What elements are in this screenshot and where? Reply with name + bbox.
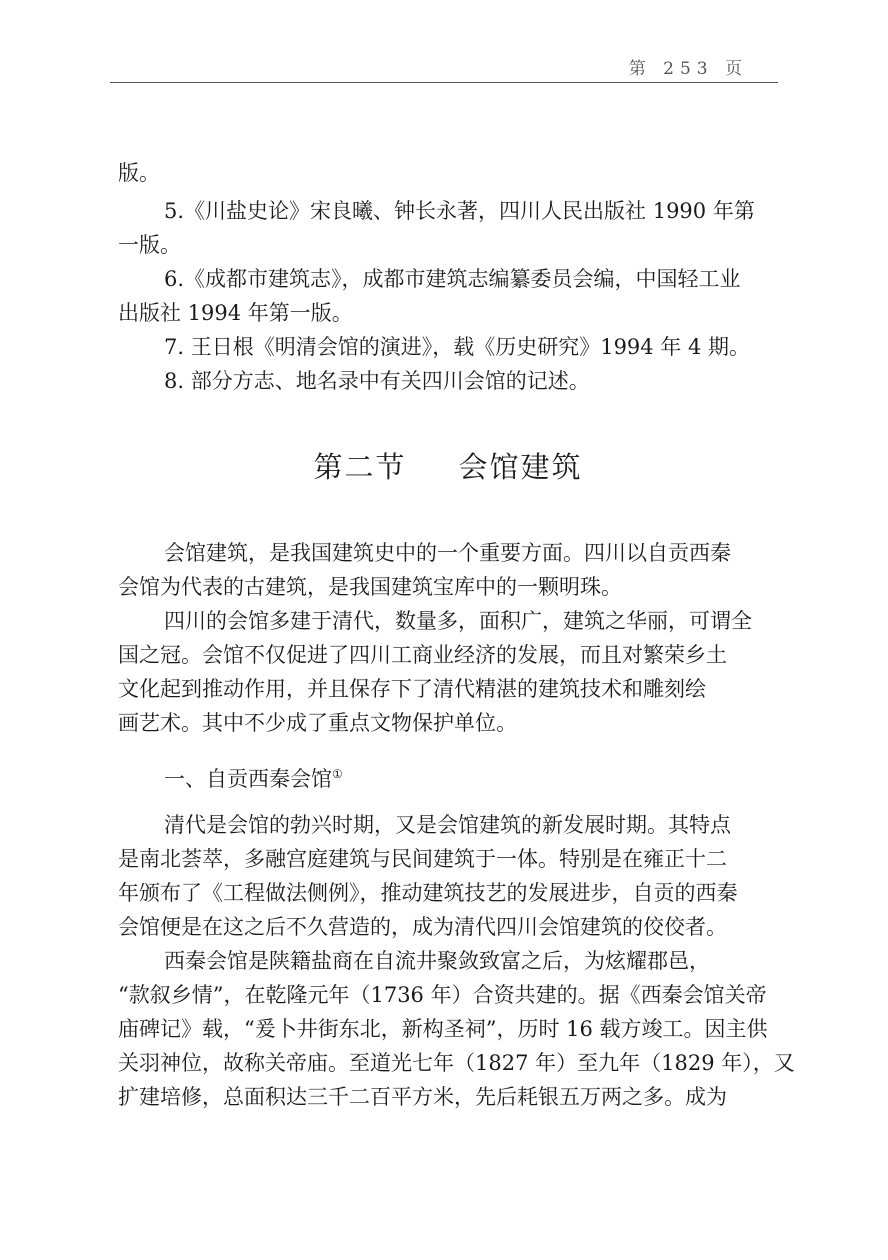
paragraph-2-line1: 四川的会馆多建于清代，数量多，面积广，建筑之华丽，可谓全 <box>164 609 752 633</box>
reference-continuation: 版。 <box>118 161 160 185</box>
paragraph-1-line1: 会馆建筑，是我国建筑史中的一个重要方面。四川以自贡西秦 <box>164 541 731 565</box>
subheading <box>118 757 824 796</box>
reference-5-line2: 一版。 <box>118 233 181 257</box>
reference-6-line2: 出版社 1994 年第一版。 <box>118 301 353 325</box>
paragraph-2-line3: 文化起到推动作用，并且保存下了清代精湛的建筑技术和雕刻绘 <box>118 677 706 701</box>
paragraph-2-line2: 国之冠。会馆不仅促进了四川工商业经济的发展，而且对繁荣乡土 <box>118 643 727 667</box>
reference-5-line1: 5.《川盐史论》宋良曦、钟长永著，四川人民出版社 1990 年第 <box>164 199 755 223</box>
section-heading: 会馆建筑 <box>458 450 583 484</box>
paragraph-4-line2: “款叙乡情”，在乾隆元年（1736 年）合资共建的。据《西秦会馆关帝 <box>118 983 767 1007</box>
paragraph-1-line2: 会馆为代表的古建筑，是我国建筑宝库中的一颗明珠。 <box>118 575 622 599</box>
paragraph-2-line4: 画艺术。其中不少成了重点文物保护单位。 <box>118 711 517 735</box>
paragraph-4-line5: 扩建培修，总面积达三千二百平方米，先后耗银五万两之多。成为 <box>118 1085 727 1109</box>
page-number: 第 253 页 <box>628 59 748 79</box>
page-header <box>110 50 778 83</box>
footnote-marker[interactable]: ① <box>332 767 343 781</box>
paragraph-3-line4: 会馆便是在这之后不久营造的，成为清代四川会馆建筑的佼佼者。 <box>118 915 727 939</box>
subheading-text: 一、自贡西秦会馆 <box>164 767 332 791</box>
reference-8: 8. 部分方志、地名录中有关四川会馆的记述。 <box>164 369 590 393</box>
reference-7: 7. 王日根《明清会馆的演进》，载《历史研究》1994 年 4 期。 <box>164 335 751 359</box>
paragraph-3-line1: 清代是会馆的勃兴时期，又是会馆建筑的新发展时期。其特点 <box>164 813 731 837</box>
paragraph-4-line1: 西秦会馆是陕籍盐商在自流井聚敛致富之后，为炫耀郡邑， <box>164 949 710 973</box>
paragraph-3-line3: 年颁布了《工程做法侧例》，推动建筑技艺的发展进步，自贡的西秦 <box>118 881 738 905</box>
section-label: 第二节 <box>313 450 407 484</box>
paragraph-4-line4: 关羽神位，故称关帝庙。至道光七年（1827 年）至九年（1829 年），又 <box>118 1051 795 1075</box>
paragraph-3-line2: 是南北荟萃，多融宫庭建筑与民间建筑于一体。特别是在雍正十二 <box>118 847 727 871</box>
section-title <box>118 445 778 486</box>
reference-6-line1: 6.《成都市建筑志》，成都市建筑志编纂委员会编，中国轻工业 <box>164 267 741 291</box>
paragraph-4-line3: 庙碑记》载，“爰卜井街东北，新构圣祠”，历时 16 载方竣工。因主供 <box>118 1017 768 1041</box>
